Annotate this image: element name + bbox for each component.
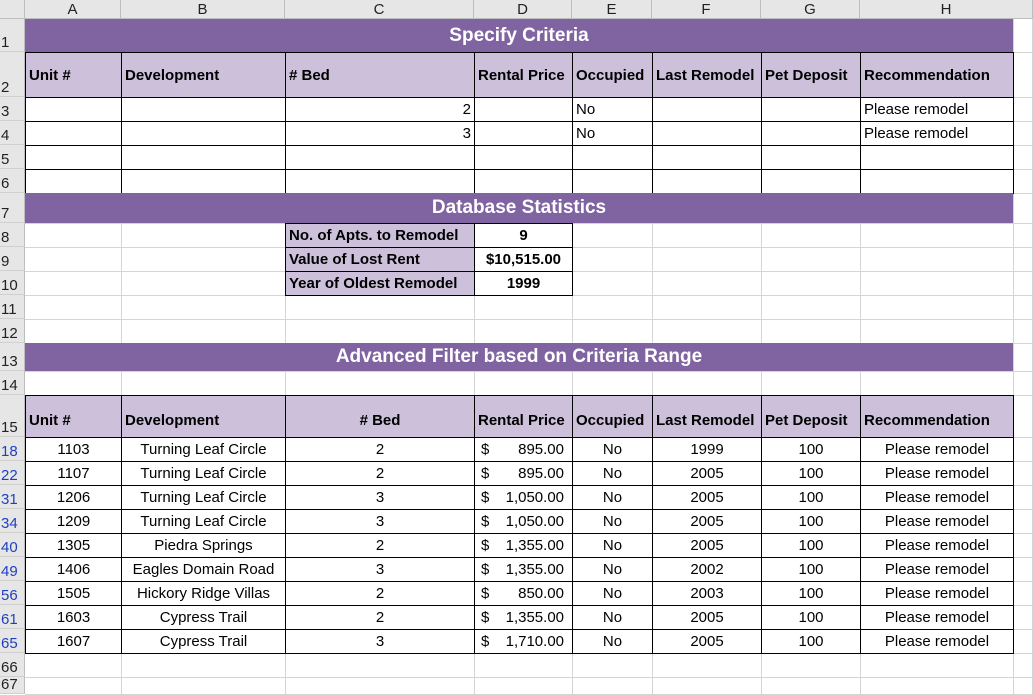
- filter-cell[interactable]: No: [572, 629, 653, 654]
- row-header-12[interactable]: 12: [0, 319, 25, 343]
- criteria-cell[interactable]: [121, 169, 286, 194]
- row-header-4[interactable]: 4: [0, 121, 25, 145]
- criteria-cell[interactable]: [860, 145, 1014, 170]
- criteria-cell[interactable]: [761, 169, 861, 194]
- criteria-header-cell[interactable]: Rental Price: [474, 52, 573, 98]
- price-value: 1,355.00: [505, 561, 564, 578]
- stats-value[interactable]: 1999: [474, 271, 573, 296]
- filter-cell[interactable]: 1603: [25, 605, 122, 630]
- criteria-cell[interactable]: [285, 169, 475, 194]
- filter-cell[interactable]: 1406: [25, 557, 122, 582]
- criteria-cell[interactable]: No: [572, 97, 653, 122]
- row-header-11[interactable]: 11: [0, 295, 25, 319]
- filter-cell[interactable]: No: [572, 533, 653, 558]
- filter-cell[interactable]: Cypress Trail: [121, 629, 286, 654]
- currency-symbol: $: [481, 489, 490, 506]
- filter-price-cell[interactable]: [474, 437, 573, 462]
- filter-cell[interactable]: Turning Leaf Circle: [121, 461, 286, 486]
- row-header-67[interactable]: 67: [0, 677, 25, 694]
- row-header-14[interactable]: 14: [0, 371, 25, 395]
- criteria-cell[interactable]: [25, 145, 122, 170]
- row-header-31[interactable]: 31: [0, 485, 25, 509]
- stats-value[interactable]: $10,515.00: [474, 247, 573, 272]
- filter-cell[interactable]: 2: [285, 605, 475, 630]
- criteria-cell[interactable]: No: [572, 121, 653, 146]
- filter-cell[interactable]: 2005: [652, 461, 762, 486]
- filter-cell[interactable]: 1505: [25, 581, 122, 606]
- row-header-9[interactable]: 9: [0, 247, 25, 271]
- price-value: 1,050.00: [505, 513, 564, 530]
- row-header-8[interactable]: 8: [0, 223, 25, 247]
- filter-price-cell[interactable]: [474, 557, 573, 582]
- price-value: 1,355.00: [505, 609, 564, 626]
- filter-cell[interactable]: 1999: [652, 437, 762, 462]
- column-header-d[interactable]: D: [474, 0, 572, 19]
- filter-cell[interactable]: 2003: [652, 581, 762, 606]
- currency-symbol: $: [481, 609, 490, 626]
- filter-cell[interactable]: 3: [285, 509, 475, 534]
- filter-cell[interactable]: Hickory Ridge Villas: [121, 581, 286, 606]
- filter-cell[interactable]: 100: [761, 557, 861, 582]
- filter-header-cell[interactable]: Occupied: [572, 395, 653, 438]
- criteria-cell[interactable]: [25, 169, 122, 194]
- filter-cell[interactable]: 1103: [25, 437, 122, 462]
- stats-title-banner: Database Statistics: [25, 193, 1013, 223]
- criteria-cell[interactable]: [652, 169, 762, 194]
- filter-cell[interactable]: 1305: [25, 533, 122, 558]
- filter-header-cell[interactable]: Unit #: [25, 395, 122, 438]
- filter-cell[interactable]: 100: [761, 629, 861, 654]
- column-header-b[interactable]: B: [121, 0, 285, 19]
- filter-cell[interactable]: 1206: [25, 485, 122, 510]
- stats-label: Value of Lost Rent: [285, 247, 475, 272]
- criteria-cell[interactable]: 2: [285, 97, 475, 122]
- filter-cell[interactable]: 100: [761, 485, 861, 510]
- currency-symbol: $: [481, 585, 490, 602]
- price-value: 895.00: [518, 465, 564, 482]
- criteria-header-cell[interactable]: Unit #: [25, 52, 122, 98]
- criteria-header-cell[interactable]: Pet Deposit: [761, 52, 861, 98]
- price-value: 895.00: [518, 441, 564, 458]
- filter-cell[interactable]: Turning Leaf Circle: [121, 509, 286, 534]
- filter-cell[interactable]: 2: [285, 437, 475, 462]
- row-header-18[interactable]: 18: [0, 437, 25, 461]
- filter-cell[interactable]: Turning Leaf Circle: [121, 485, 286, 510]
- row-header-40[interactable]: 40: [0, 533, 25, 557]
- column-header-a[interactable]: A: [25, 0, 121, 19]
- filter-cell[interactable]: 3: [285, 485, 475, 510]
- filter-cell[interactable]: 2: [285, 581, 475, 606]
- filter-cell[interactable]: Please remodel: [860, 437, 1014, 462]
- filter-cell[interactable]: Please remodel: [860, 557, 1014, 582]
- criteria-cell[interactable]: [572, 145, 653, 170]
- filter-cell[interactable]: 2005: [652, 629, 762, 654]
- filter-cell[interactable]: 2005: [652, 605, 762, 630]
- criteria-cell[interactable]: [474, 145, 573, 170]
- column-header-g[interactable]: G: [761, 0, 860, 19]
- filter-header-cell[interactable]: Last Remodel: [652, 395, 762, 438]
- filter-header-cell[interactable]: Pet Deposit: [761, 395, 861, 438]
- filter-price-cell[interactable]: [474, 461, 573, 486]
- filter-cell[interactable]: No: [572, 437, 653, 462]
- gridline-horizontal: [25, 677, 1033, 678]
- criteria-cell[interactable]: Please remodel: [860, 121, 1014, 146]
- filter-cell[interactable]: 100: [761, 533, 861, 558]
- filter-cell[interactable]: No: [572, 581, 653, 606]
- filter-cell[interactable]: Please remodel: [860, 533, 1014, 558]
- criteria-cell[interactable]: [761, 145, 861, 170]
- criteria-cell[interactable]: 3: [285, 121, 475, 146]
- filter-cell[interactable]: 100: [761, 509, 861, 534]
- row-header-7[interactable]: 7: [0, 193, 25, 223]
- filter-cell[interactable]: 3: [285, 629, 475, 654]
- price-value: 1,050.00: [505, 489, 564, 506]
- filter-cell[interactable]: 100: [761, 581, 861, 606]
- filter-cell[interactable]: No: [572, 557, 653, 582]
- criteria-cell[interactable]: [25, 121, 122, 146]
- row-header-66[interactable]: 66: [0, 653, 25, 677]
- price-value: 1,710.00: [505, 633, 564, 650]
- price-value: 1,355.00: [505, 537, 564, 554]
- filter-cell[interactable]: Please remodel: [860, 461, 1014, 486]
- filter-title-banner: Advanced Filter based on Criteria Range: [25, 343, 1013, 371]
- filter-cell[interactable]: Please remodel: [860, 581, 1014, 606]
- filter-header-cell[interactable]: Development: [121, 395, 286, 438]
- filter-cell[interactable]: 1209: [25, 509, 122, 534]
- criteria-header-cell[interactable]: Occupied: [572, 52, 653, 98]
- criteria-cell[interactable]: [474, 121, 573, 146]
- column-header-c[interactable]: C: [285, 0, 474, 19]
- filter-price-cell[interactable]: [474, 629, 573, 654]
- currency-symbol: $: [481, 537, 490, 554]
- filter-cell[interactable]: 1607: [25, 629, 122, 654]
- row-header-10[interactable]: 10: [0, 271, 25, 295]
- filter-cell[interactable]: 2: [285, 533, 475, 558]
- filter-header-cell[interactable]: Recommendation: [860, 395, 1014, 438]
- criteria-cell[interactable]: [761, 97, 861, 122]
- criteria-title-banner: Specify Criteria: [25, 19, 1013, 52]
- row-header-15[interactable]: 15: [0, 395, 25, 437]
- currency-symbol: $: [481, 513, 490, 530]
- criteria-cell[interactable]: [761, 121, 861, 146]
- filter-header-cell[interactable]: Rental Price: [474, 395, 573, 438]
- criteria-header-cell[interactable]: Recommendation: [860, 52, 1014, 98]
- criteria-cell[interactable]: [474, 169, 573, 194]
- filter-cell[interactable]: Please remodel: [860, 629, 1014, 654]
- column-header-f[interactable]: F: [652, 0, 761, 19]
- filter-cell[interactable]: No: [572, 605, 653, 630]
- criteria-cell[interactable]: [652, 121, 762, 146]
- stats-label: No. of Apts. to Remodel: [285, 223, 475, 248]
- filter-cell[interactable]: Turning Leaf Circle: [121, 437, 286, 462]
- currency-symbol: $: [481, 633, 490, 650]
- filter-cell[interactable]: Please remodel: [860, 605, 1014, 630]
- row-header-2[interactable]: 2: [0, 52, 25, 97]
- filter-cell[interactable]: Please remodel: [860, 485, 1014, 510]
- row-header-22[interactable]: 22: [0, 461, 25, 485]
- currency-symbol: $: [481, 441, 490, 458]
- filter-cell[interactable]: No: [572, 485, 653, 510]
- row-header-49[interactable]: 49: [0, 557, 25, 581]
- row-header-65[interactable]: 65: [0, 629, 25, 653]
- filter-cell[interactable]: 100: [761, 461, 861, 486]
- filter-price-cell[interactable]: [474, 533, 573, 558]
- currency-symbol: $: [481, 561, 490, 578]
- filter-cell[interactable]: 1107: [25, 461, 122, 486]
- filter-cell[interactable]: 3: [285, 557, 475, 582]
- filter-cell[interactable]: 2005: [652, 509, 762, 534]
- row-header-13[interactable]: 13: [0, 343, 25, 371]
- filter-cell[interactable]: Please remodel: [860, 509, 1014, 534]
- criteria-cell[interactable]: [860, 169, 1014, 194]
- criteria-cell[interactable]: [652, 145, 762, 170]
- criteria-header-cell[interactable]: Development: [121, 52, 286, 98]
- price-value: 850.00: [518, 585, 564, 602]
- criteria-cell[interactable]: [474, 97, 573, 122]
- row-header-6[interactable]: 6: [0, 169, 25, 193]
- criteria-cell[interactable]: [652, 97, 762, 122]
- criteria-cell[interactable]: [572, 169, 653, 194]
- column-header-h[interactable]: H: [860, 0, 1033, 19]
- filter-cell[interactable]: 100: [761, 605, 861, 630]
- filter-price-cell[interactable]: [474, 509, 573, 534]
- row-header-61[interactable]: 61: [0, 605, 25, 629]
- stats-value[interactable]: 9: [474, 223, 573, 248]
- filter-cell[interactable]: No: [572, 509, 653, 534]
- filter-price-cell[interactable]: [474, 581, 573, 606]
- currency-symbol: $: [481, 465, 490, 482]
- criteria-cell[interactable]: [121, 145, 286, 170]
- filter-cell[interactable]: 2: [285, 461, 475, 486]
- column-header-e[interactable]: E: [572, 0, 652, 19]
- filter-cell[interactable]: Cypress Trail: [121, 605, 286, 630]
- filter-cell[interactable]: Eagles Domain Road: [121, 557, 286, 582]
- filter-cell[interactable]: 100: [761, 437, 861, 462]
- criteria-cell[interactable]: [25, 97, 122, 122]
- gridline-horizontal: [25, 319, 1033, 320]
- row-header-34[interactable]: 34: [0, 509, 25, 533]
- row-header-1[interactable]: 1: [0, 19, 25, 52]
- criteria-header-cell[interactable]: # Bed: [285, 52, 475, 98]
- filter-cell[interactable]: No: [572, 461, 653, 486]
- filter-cell[interactable]: 2002: [652, 557, 762, 582]
- select-all-corner[interactable]: [0, 0, 25, 19]
- criteria-cell[interactable]: [121, 121, 286, 146]
- filter-cell[interactable]: 2005: [652, 485, 762, 510]
- filter-cell[interactable]: 2005: [652, 533, 762, 558]
- stats-label: Year of Oldest Remodel: [285, 271, 475, 296]
- filter-header-cell[interactable]: # Bed: [285, 395, 475, 438]
- row-header-56[interactable]: 56: [0, 581, 25, 605]
- filter-cell[interactable]: Piedra Springs: [121, 533, 286, 558]
- criteria-cell[interactable]: [285, 145, 475, 170]
- criteria-cell[interactable]: Please remodel: [860, 97, 1014, 122]
- criteria-header-cell[interactable]: Last Remodel: [652, 52, 762, 98]
- criteria-cell[interactable]: [121, 97, 286, 122]
- gridline-horizontal: [25, 371, 1033, 372]
- filter-price-cell[interactable]: [474, 485, 573, 510]
- filter-price-cell[interactable]: [474, 605, 573, 630]
- row-header-5[interactable]: 5: [0, 145, 25, 169]
- row-header-3[interactable]: 3: [0, 97, 25, 121]
